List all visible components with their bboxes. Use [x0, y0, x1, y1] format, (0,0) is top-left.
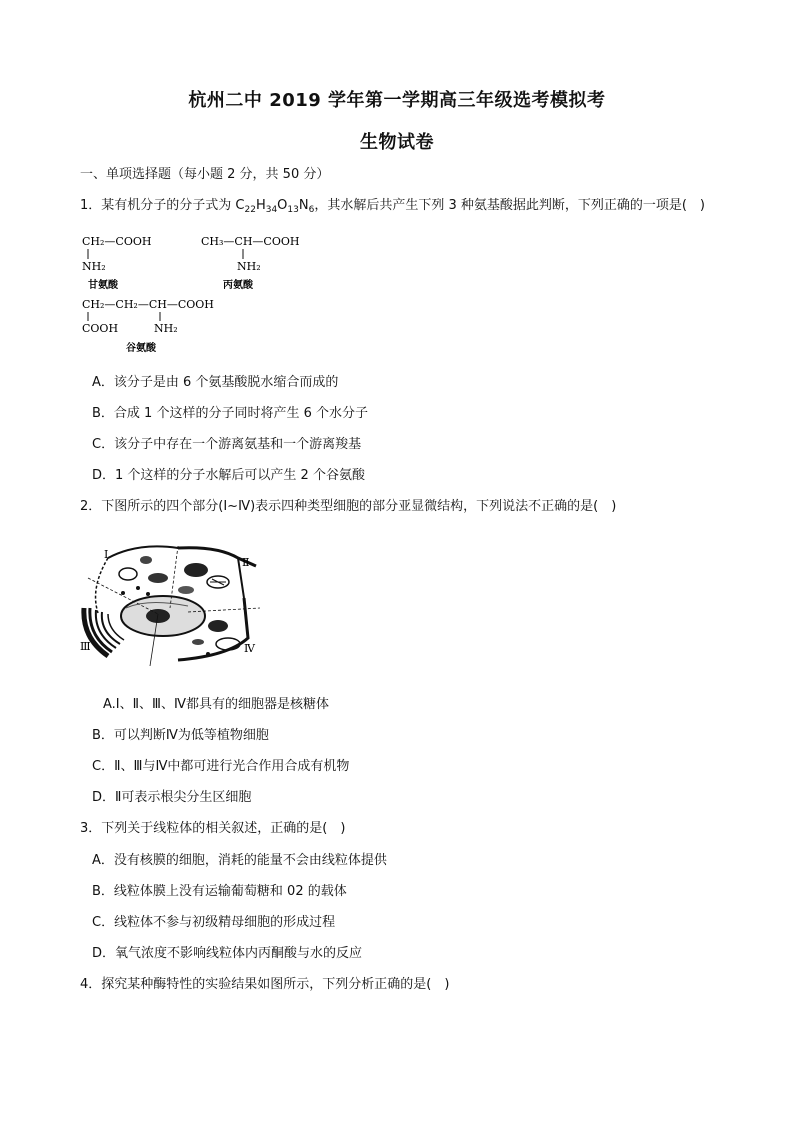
question-3-stem: 3．下列关于线粒体的相关叙述，正确的是( ) — [80, 821, 346, 836]
cell-ultrastructure-figure — [78, 538, 268, 668]
glutamate-structure — [82, 298, 214, 354]
q3-option-c: C．线粒体不参与初级精母细胞的形成过程 — [92, 915, 336, 930]
alanine-structure — [201, 235, 299, 291]
glycine-label: 甘氨酸 — [88, 280, 118, 291]
label-quadrant-3: Ⅲ — [80, 640, 91, 653]
question-2-stem: 2．下图所示的四个部分(Ⅰ~Ⅳ)表示四种类型细胞的部分亚显微结构，下列说法不正确的是( ) — [80, 499, 617, 514]
q1-option-c: C．该分子中存在一个游离氨基和一个游离羧基 — [92, 437, 362, 452]
q1-option-d: D．1 个这样的分子水解后可以产生 2 个谷氨酸 — [92, 468, 365, 483]
alanine-label: 丙氨酸 — [223, 280, 253, 291]
question-4-stem: 4．探究某种酶特性的实验结果如图所示，下列分析正确的是( ) — [80, 977, 450, 992]
alanine-main-chain: CH₃—CH—COOH — [201, 235, 300, 248]
q2-option-b: B．可以判断Ⅳ为低等植物细胞 — [92, 728, 269, 743]
q3-option-b: B．线粒体膜上没有运输葡萄糖和 02 的载体 — [92, 884, 347, 899]
question-1-stem: 1．某有机分子的分子式为 $C_{22}H_{34}O_{13}N_6$，其水解后共产生下列 3 种氨基酸据此判断，下列正确的一项是( ) — [80, 198, 706, 215]
glutamate-label: 谷氨酸 — [126, 343, 156, 354]
q3-option-d: D．氧气浓度不影响线粒体内丙酮酸与水的反应 — [92, 946, 363, 961]
q1-option-a: A．该分子是由 6 个氨基酸脱水缩合而成的 — [92, 375, 339, 390]
exam-subtitle: 生物试卷 — [360, 132, 434, 153]
glycine-main-chain: CH₂—COOH — [82, 235, 152, 248]
label-quadrant-1: Ⅰ — [104, 548, 109, 561]
label-quadrant-4: Ⅳ — [244, 642, 255, 655]
q3-option-a: A．没有核膜的细胞，消耗的能量不会由线粒体提供 — [92, 853, 387, 868]
glutamate-main-chain: CH₂—CH₂—CH—COOH — [82, 298, 214, 311]
section-heading: 一、单项选择题（每小题 2 分，共 50 分） — [80, 167, 330, 182]
glutamate-amino-group: NH₂ — [154, 322, 178, 335]
q2-option-d: D．Ⅱ可表示根尖分生区细胞 — [92, 790, 252, 805]
q1-option-b: B．合成 1 个这样的分子同时将产生 6 个水分子 — [92, 406, 368, 421]
glycine-structure — [82, 235, 151, 291]
q2-option-c: C．Ⅱ、Ⅲ与Ⅳ中都可进行光合作用合成有机物 — [92, 759, 350, 774]
nucleus — [121, 596, 205, 636]
exam-title: 杭州二中 2019 学年第一学期高三年级选考模拟考 — [188, 90, 606, 111]
amino-acid-structures-figure — [78, 228, 318, 358]
glycine-amino-group: NH₂ — [82, 260, 106, 273]
q2-option-a: A.Ⅰ、Ⅱ、Ⅲ、Ⅳ都具有的细胞器是核糖体 — [103, 697, 329, 712]
label-quadrant-2: Ⅱ — [242, 556, 250, 569]
alanine-amino-group: NH₂ — [237, 260, 261, 273]
glutamate-carboxyl-branch: COOH — [82, 322, 119, 335]
